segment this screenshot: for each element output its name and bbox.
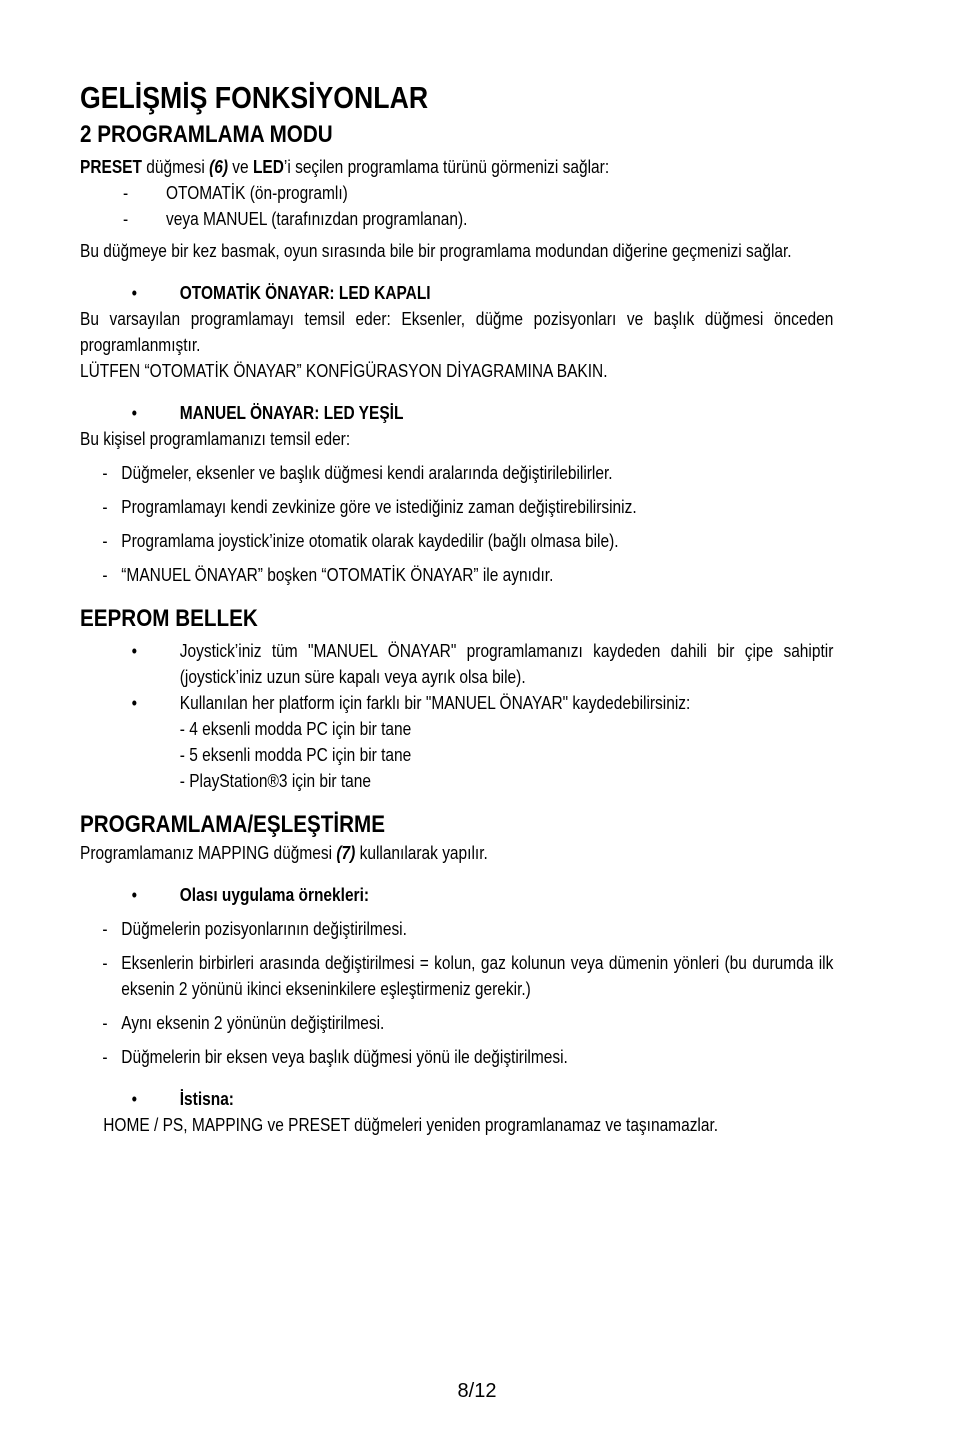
section-heading-programming-mode: 2 PROGRAMLAMA MODU [80,121,333,148]
list-item [80,916,833,942]
mapping-intro [80,840,728,866]
bullet-text: İstisna: [179,1089,234,1109]
list-item [80,494,833,520]
bullet-dot-icon: • [131,885,138,905]
bullet-text: Olası uygulama örnekleri: [179,885,370,905]
auto-preset-note: LÜTFEN “OTOMATİK ÖNAYAR” KONFİGÜRASYON DİYAGRAMINA BAKIN. [80,361,608,381]
mapping-intro-text-1: Programlamanız MAPPING düğmesi [80,843,337,863]
dash-marker: - [102,497,108,517]
mode-item-text: OTOMATİK (ön-programlı) [166,183,348,203]
list-item-text: “MANUEL ÖNAYAR” boşken “OTOMATİK ÖNAYAR” ile aynıdır. [121,565,554,585]
list-item [80,460,833,486]
list-item [80,1044,833,1070]
page-title: GELİŞMİŞ FONKSİYONLAR [80,80,429,115]
mode-item-auto [80,180,728,206]
mode-item-text: veya MANUEL (tarafınızdan programlanan). [166,209,468,229]
section-heading-mapping: PROGRAMLAMA/EŞLEŞTİRME [80,811,386,838]
bullet-dot-icon: • [131,693,138,713]
document-page [80,78,834,1138]
list-item [80,528,833,554]
dash-marker: - [123,183,129,203]
bullet-examples [80,882,728,908]
bullet-dot-icon: • [131,283,138,303]
intro-text-1: düğmesi [141,157,210,177]
bullet-text: Joystick’iniz tüm "MANUEL ÖNAYAR" programlamanızı kaydeden dahili bir çipe sahiptir (joystick’iniz uzun süre kapalı veya ayrık olsa bile). [179,641,834,687]
mode-item-manual [80,206,728,232]
list-item-text: Eksenlerin birbirleri arasında değiştirilmesi = kolun, gaz kolunun veya dümenin yönleri (bu durumda ilk eksenin 2 yönünü ikinci ekseninkilere eşleştirmeniz gerekir.) [121,953,834,999]
list-item-text: Aynı eksenin 2 yönünün değiştirilmesi. [121,1013,385,1033]
platform-item: - 5 eksenli modda PC için bir tane [179,745,412,765]
dash-marker: - [102,531,108,551]
manual-preset-paragraph: Bu kişisel programlamanızı temsil eder: [80,429,351,449]
mapping-intro-text-2: kullanılarak yapılır. [355,843,488,863]
dash-marker: - [102,1013,108,1033]
list-item-text: Programlamayı kendi zevkinize göre ve istediğiniz zaman değiştirebilirsiniz. [121,497,637,517]
bullet-manual-preset [80,400,728,426]
list-item [80,562,833,588]
dash-marker: - [102,953,108,973]
dash-marker: - [102,463,108,483]
button-ref-7: (7) [336,843,356,863]
bullet-text: MANUEL ÖNAYAR: LED YEŞİL [179,403,404,423]
bullet-dot-icon: • [131,403,138,423]
button-ref-6: (6) [209,157,228,177]
bullet-text: OTOMATİK ÖNAYAR: LED KAPALI [179,283,431,303]
bullet-text: Kullanılan her platform için farklı bir "MANUEL ÖNAYAR" kaydedebilirsiniz: [179,693,691,713]
eeprom-bullet-platform [80,690,833,716]
intro-text-2: ve [227,157,253,177]
led-label: LED [252,157,284,177]
bullet-auto-preset [80,280,728,306]
dash-marker: - [102,565,108,585]
list-item-text: Düğmeler, eksenler ve başlık düğmesi kendi aralarında değiştirilebilirler. [121,463,613,483]
dash-marker: - [102,1047,108,1067]
intro-text-3: ’i seçilen programlama türünü görmenizi sağlar: [283,157,610,177]
document-body [80,78,834,1138]
bullet-dot-icon: • [131,1089,138,1109]
auto-preset-paragraph: Bu varsayılan programlamayı temsil eder: Eksenler, düğme pozisyonları ve başlık düğmesi önceden programlanmıştır. [80,309,834,355]
list-item-text: Programlama joystick’inize otomatik olarak kaydedilir (bağlı olmasa bile). [121,531,619,551]
preset-label: PRESET [80,157,142,177]
list-item [80,1010,833,1036]
bullet-dot-icon: • [131,641,138,661]
eeprom-bullet-chip [80,638,833,690]
list-item-text: Düğmelerin pozisyonlarının değiştirilmesi. [121,919,407,939]
list-item-text: Düğmelerin bir eksen veya başlık düğmesi yönü ile değiştirilmesi. [121,1047,568,1067]
intro-paragraph [80,154,728,180]
platform-item: - 4 eksenli modda PC için bir tane [179,719,412,739]
bullet-exception [80,1086,728,1112]
list-item [80,950,833,1002]
dash-marker: - [102,919,108,939]
switch-mode-paragraph: Bu düğmeye bir kez basmak, oyun sırasında bile bir programlama modundan diğerine geçmenizi sağlar. [80,241,792,261]
section-heading-eeprom: EEPROM BELLEK [80,605,258,632]
platform-item: - PlayStation®3 için bir tane [179,771,372,791]
dash-marker: - [123,209,129,229]
exception-paragraph: HOME / PS, MAPPING ve PRESET düğmeleri yeniden programlanamaz ve taşınamazlar. [103,1115,719,1135]
page-number: 8/12 [457,1380,497,1402]
